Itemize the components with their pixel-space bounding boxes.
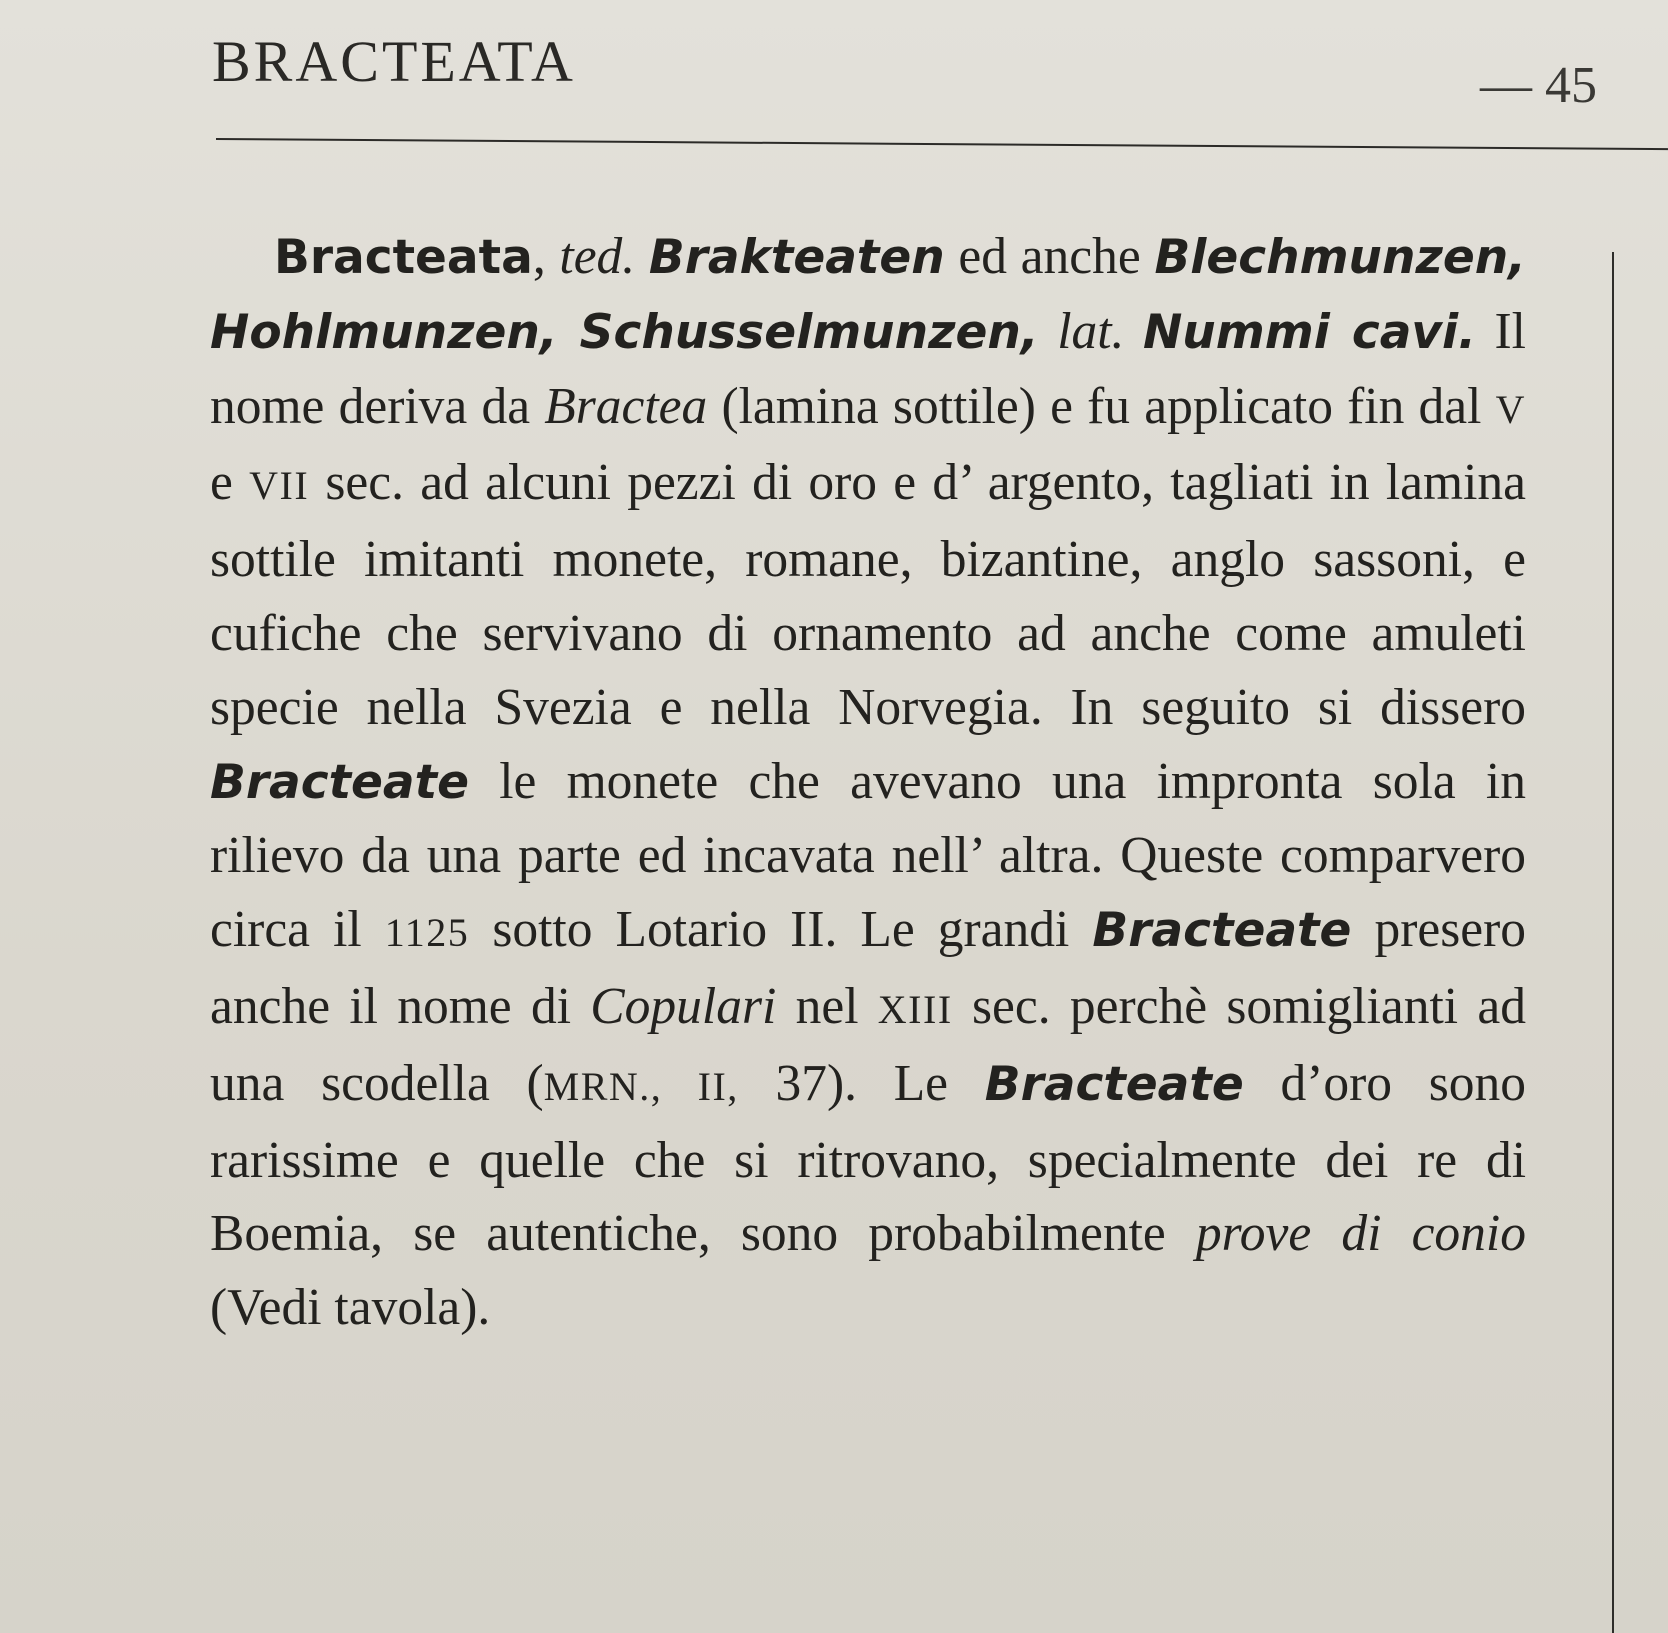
- entry-text: d’oro sono rarissime e quelle che si ritrovano, specialmente dei re di Boemia, se autentiche, sono probabilmente: [210, 1054, 1526, 1263]
- language-abbrev: ted.: [559, 228, 636, 285]
- term: Bracteate: [210, 754, 469, 810]
- italic-word: Bractea: [544, 377, 708, 435]
- language-abbrev: lat.: [1057, 302, 1125, 360]
- header-rule: [216, 138, 1668, 150]
- entry-text: sec. perchè somiglianti ad una scodella (: [210, 977, 1526, 1112]
- entry-text: 37). Le: [738, 1054, 985, 1112]
- entry-text: Il nome deriva da: [210, 302, 1526, 435]
- column-rule: [1612, 252, 1614, 1633]
- entry-text: sotto Lotario II. Le grandi: [469, 901, 1093, 959]
- italic-word: prove di conio: [1195, 1205, 1526, 1263]
- entry-text: sec. ad alcuni pezzi di oro e d’ argento, tagliati in lamina sottile imitanti monete, romane, bizantine, anglo sassoni, e cufiche che servivano di ornamento ad anche come amuleti specie nella Svezia e nella Norvegia. In seguito si dissero: [210, 454, 1526, 736]
- term: Bracteate: [984, 1056, 1244, 1112]
- small-caps: VII: [249, 463, 310, 509]
- term: Bracteate: [1092, 903, 1352, 959]
- entry-text: le monete che avevano una impronta sola in rilievo da una parte ed incavata nell’ altra. Queste comparvero circa il: [210, 752, 1526, 959]
- headword: Bracteata: [274, 230, 533, 285]
- term: Nummi cavi.: [1142, 304, 1477, 360]
- italic-word: Copulari: [590, 977, 777, 1035]
- entry-text: (Vedi tavola).: [210, 1279, 491, 1337]
- citation: MRN., II,: [543, 1063, 739, 1109]
- entry-text: ed anche: [944, 228, 1155, 285]
- entry-text: ,: [532, 228, 560, 285]
- small-caps: 1125: [384, 910, 470, 956]
- entry-text: e: [210, 454, 250, 512]
- dictionary-entry: [210, 220, 1526, 1345]
- entry-text: [1124, 303, 1143, 360]
- small-caps: XIII: [877, 986, 953, 1032]
- entry-text: [1039, 303, 1058, 360]
- page-number: — 45: [1480, 57, 1597, 114]
- term: Brakteaten: [648, 230, 945, 285]
- term: Blechmunzen, Hohlmunzen, Schusselmunzen,: [210, 230, 1527, 360]
- entry-text: [635, 228, 649, 285]
- entry-text: (lamina sottile) e fu applicato fin dal: [707, 377, 1496, 435]
- small-caps: V: [1495, 386, 1526, 432]
- running-head: BRACTEATA: [212, 29, 576, 94]
- entry-text: nel: [776, 977, 878, 1035]
- entry-text: presero anche il nome di: [210, 901, 1527, 1035]
